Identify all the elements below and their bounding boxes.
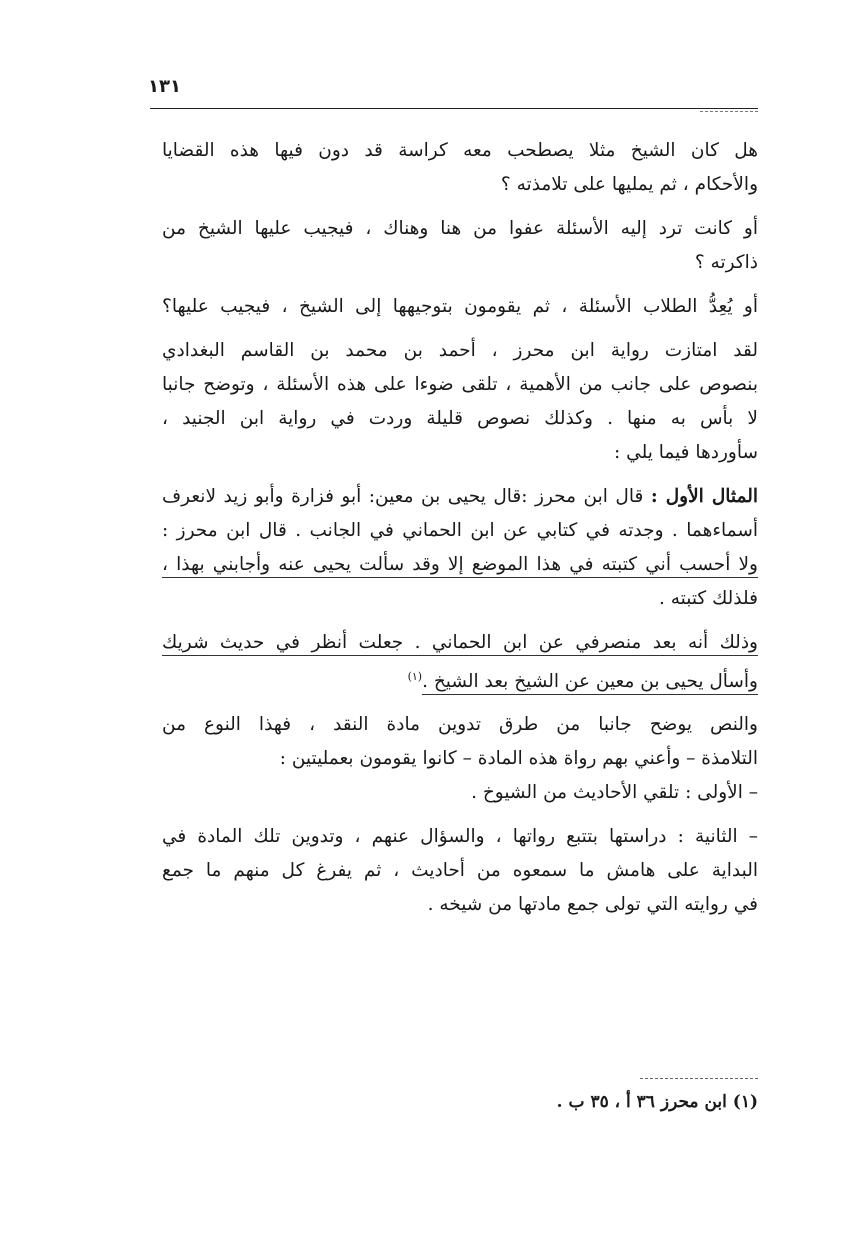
example-paragraph — [162, 480, 758, 616]
text-line: – الثانية : دراستها بتتبع رواتها ، والسؤال عنهم ، وتدوين تلك المادة في — [162, 826, 758, 847]
header-rule — [150, 108, 758, 109]
paragraph — [162, 134, 758, 202]
list-item — [162, 776, 758, 810]
underlined-text: وذلك أنه بعد منصرفي عن ابن الحماني . جعلت أنظر في حديث شريك — [162, 632, 758, 656]
text-line: البداية على هامش ما سمعوه من أحاديث ، ثم يفرغ كل منهم ما جمع — [162, 860, 758, 881]
text-line: والأحكام ، ثم يمليها على تلامذته ؟ — [500, 174, 758, 195]
list-item — [162, 820, 758, 922]
text-line: فلذلك كتبته . — [658, 588, 758, 609]
paragraph — [162, 290, 758, 324]
example-label: المثال الأول : — [650, 486, 758, 507]
footnote: (١) ابن محرز ٣٦ أ ، ٣٥ ب . — [556, 1092, 758, 1112]
paragraph — [162, 708, 758, 776]
text-line: التلامذة – وأعني بهم رواة هذه المادة – كانوا يقومون بعمليتين : — [279, 748, 758, 769]
text-line-underlined — [162, 548, 758, 582]
text-line-underlined — [162, 660, 758, 694]
header-rule-dashed — [700, 111, 758, 112]
text-line-underlined — [162, 626, 758, 660]
text-line: لا بأس به منها . وكذلك نصوص قليلة وردت في رواية ابن الجنيد ، — [162, 408, 758, 429]
footnote-reference: (١) — [407, 670, 423, 683]
footnote-rule — [640, 1078, 758, 1079]
paragraph — [162, 212, 758, 280]
page-number: ١٣١ — [148, 76, 181, 97]
page-body — [162, 134, 758, 922]
text-line: ذاكرته ؟ — [694, 252, 758, 273]
text-line: في روايته التي تولى جمع مادتها من شيخه . — [427, 894, 758, 915]
paragraph — [162, 626, 758, 694]
underlined-text: ولا أحسب أني كتبته في هذا الموضع إلا وقد سألت يحيى عنه وأجابني بهذا ، — [162, 554, 758, 578]
text-line: – الأولى : تلقي الأحاديث من الشيوخ . — [471, 782, 758, 803]
text-line: أو يُعِدُّ الطلاب الأسئلة ، ثم يقومون بتوجيهها إلى الشيخ ، فيجيب عليها؟ — [162, 296, 758, 317]
example-text: قال ابن محرز :قال يحيى بن معين: أبو فزارة وأبو زيد لانعرف — [162, 486, 644, 507]
text-line: لقد امتازت رواية ابن محرز ، أحمد بن محمد بن القاسم البغدادي — [162, 340, 758, 361]
text-line: هل كان الشيخ مثلا يصطحب معه كراسة قد دون فيها هذه القضايا — [162, 140, 758, 161]
text-line: أو كانت ترد إليه الأسئلة عفوا من هنا وهناك ، فيجيب عليها الشيخ من — [162, 218, 758, 239]
underlined-text: وأسأل يحيى بن معين عن الشيخ بعد الشيخ . — [422, 671, 758, 695]
text-line: والنص يوضح جانبا من طرق تدوين مادة النقد ، فهذا النوع من — [162, 714, 758, 735]
paragraph — [162, 334, 758, 470]
text-line: سأوردها فيما يلي : — [614, 442, 758, 463]
text-line: أسماءهما . وجدته في كتابي عن ابن الحماني في الجانب . قال ابن محرز : — [162, 520, 758, 541]
text-line: بنصوص على جانب من الأهمية ، تلقى ضوءا على هذه الأسئلة ، وتوضح جانبا — [162, 374, 758, 395]
text-line — [162, 480, 758, 514]
